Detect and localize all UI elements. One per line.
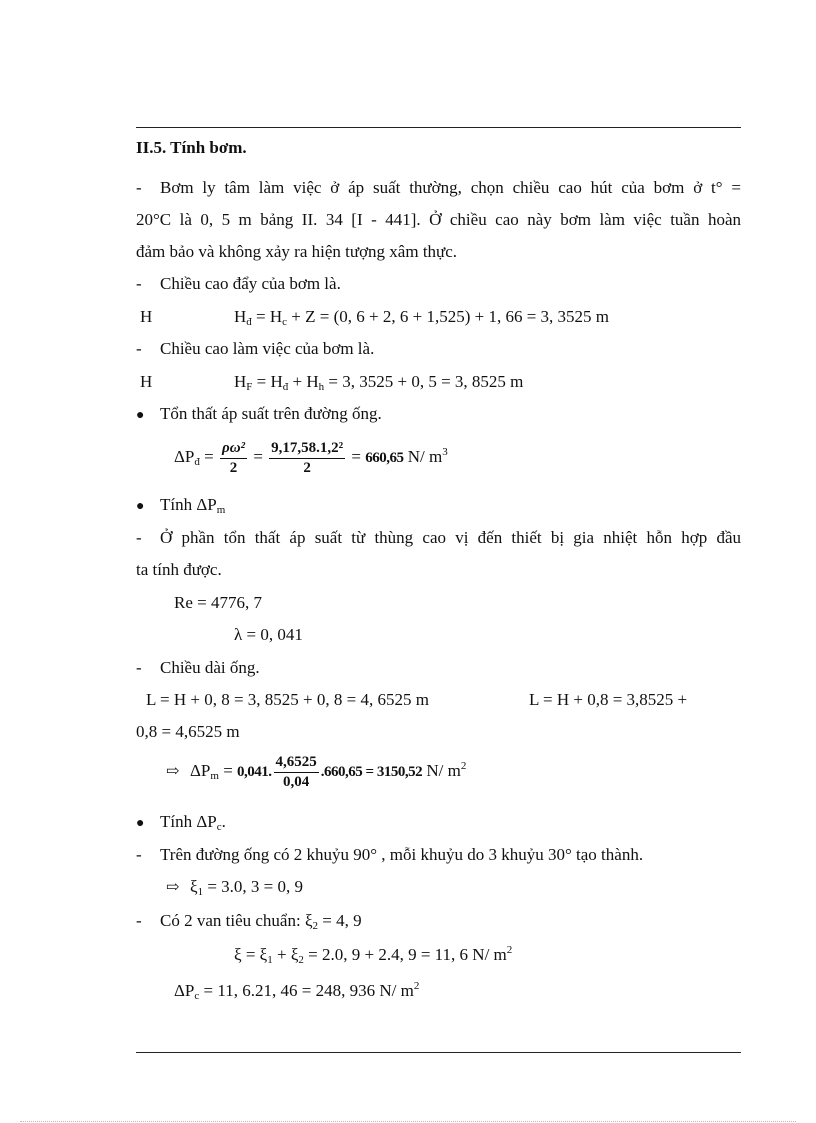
- work-height-label: [136, 338, 374, 360]
- work-height-eq2: + H: [288, 372, 319, 391]
- work-height-hd-sub: đ: [282, 381, 289, 393]
- frac2-numerator: 9,17,58.1,2²: [269, 439, 345, 459]
- xi-sum-b: + ξ: [272, 945, 299, 964]
- xi-sum-sup: 2: [506, 944, 513, 956]
- dpc-lhs-sub: c: [194, 990, 200, 1002]
- dpm-frac-numerator: 4,6525: [274, 753, 319, 773]
- dpd-lhs: ΔP: [174, 447, 195, 466]
- dpm-lhs-sub: m: [210, 770, 219, 782]
- xi1-equation: [166, 876, 303, 899]
- dpd-result: 660,65: [365, 450, 404, 466]
- intro-line-3: đảm bảo và không xảy ra hiện tượng xâm thực.: [136, 242, 458, 261]
- bullet-icon: ●: [136, 499, 145, 514]
- valve-text: Có 2 van tiêu chuẩn: ξ: [160, 911, 313, 930]
- bullet-icon: ●: [136, 408, 145, 423]
- pm-text-1: Ở phần tổn thất áp suất từ thùng cao vị đến thiết bị gia nhiệt hỗn hợp đầu: [160, 528, 741, 547]
- pm-equation: [166, 751, 466, 792]
- dpd-eq: =: [199, 447, 218, 466]
- work-height-text: Chiều cao làm việc của bơm là.: [160, 339, 375, 358]
- valve-rest: = 4, 9: [318, 911, 362, 930]
- elbow-line: [136, 844, 643, 866]
- pressure-loss-equation: [174, 437, 448, 478]
- length-label: [136, 657, 260, 679]
- work-height-rest: = 3, 3525 + 0, 5 = 3, 8525 m: [324, 372, 524, 391]
- dpd-eq3: =: [347, 447, 366, 466]
- dpm-frac-denominator: 0,04: [283, 773, 310, 790]
- work-height-hh-sub: h: [318, 381, 325, 393]
- rho-omega-fraction: [220, 439, 247, 478]
- valve-line: [136, 910, 362, 932]
- dpd-eq2: =: [249, 447, 268, 466]
- elbow-text: Trên đường ống có 2 khuỷu 90° , mỗi khuỷu do 3 khuỷu 30° tạo thành.: [160, 845, 644, 864]
- work-height-eq1: = H: [252, 372, 283, 391]
- length-diameter-fraction: [274, 753, 319, 792]
- xi-sum-a: ξ = ξ: [234, 945, 268, 964]
- dpc-lhs: ΔP: [174, 981, 195, 1000]
- dpd-lhs-sub: đ: [194, 456, 200, 468]
- length-equation-2-cont: 0,8 = 4,6525 m: [136, 722, 240, 741]
- pc-heading: [136, 811, 226, 835]
- dash-marker: -: [136, 528, 142, 547]
- push-height-rest: + Z = (0, 6 + 2, 6 + 1,525) + 1, 66 = 3, 3525 m: [287, 307, 610, 326]
- work-height-lhs-sub: F: [246, 381, 253, 393]
- push-height-equation: [234, 306, 609, 328]
- xi1-rest: = 3.0, 3 = 0, 9: [203, 877, 304, 896]
- dpm-eq: =: [218, 761, 238, 780]
- pc-final-equation: [174, 980, 419, 1002]
- reynolds-value: Re = 4776, 7: [174, 593, 262, 612]
- footer-rule: [136, 1052, 741, 1053]
- xi1-sub: 1: [197, 886, 204, 898]
- pm-heading: [136, 494, 225, 518]
- length-equation-2: L = H + 0,8 = 3,8525 +: [529, 690, 688, 709]
- dpd-unit: N/ m: [403, 447, 443, 466]
- dpm-unit: N/ m: [422, 761, 461, 780]
- valve-sub: 2: [312, 920, 319, 932]
- dpm-mid: .660,65 =: [320, 764, 377, 780]
- push-height-marker: H: [140, 307, 153, 326]
- xi-sum-equation: [234, 944, 512, 966]
- length-equation-1: L = H + 0, 8 = 3, 8525 + 0, 8 = 4, 6525 m: [146, 690, 429, 709]
- push-height-eq1: = H: [251, 307, 283, 326]
- dpc-unit-sup: 2: [413, 980, 420, 992]
- pressure-loss-label: [136, 403, 382, 427]
- dpm-unit-sup: 2: [460, 760, 467, 772]
- pm-heading-sub: m: [216, 504, 226, 516]
- work-height-lhs: H: [234, 372, 247, 391]
- dash-marker: -: [136, 274, 142, 293]
- dash-marker: -: [136, 658, 142, 677]
- intro-line-1: [136, 177, 741, 199]
- push-height-lhs-sub: đ: [246, 316, 252, 328]
- pc-heading-sub: c: [216, 821, 222, 833]
- header-rule: [136, 127, 741, 128]
- xi-sum-sub2: 2: [298, 954, 304, 966]
- push-height-text: Chiều cao đẩy của bơm là.: [160, 274, 341, 293]
- page-edge-dots: [20, 1121, 796, 1122]
- dash-marker: -: [136, 339, 142, 358]
- push-height-label: [136, 273, 341, 295]
- push-height-lhs: H: [234, 307, 247, 326]
- pm-line-2: ta tính được.: [136, 560, 222, 579]
- dpm-lhs: ΔP: [190, 761, 211, 780]
- frac1-numerator: ρω²: [220, 439, 247, 459]
- pm-line-1: [136, 527, 741, 549]
- dpm-coef: 0,041.: [237, 764, 272, 780]
- numeric-fraction: [269, 439, 345, 478]
- implies-arrow-icon: ⇨: [166, 763, 180, 780]
- lambda-value: λ = 0, 041: [234, 625, 303, 644]
- push-height-hc-sub: c: [282, 316, 288, 328]
- xi1-lhs: ξ: [190, 877, 198, 896]
- frac1-denominator: 2: [229, 459, 238, 476]
- implies-arrow-icon: ⇨: [166, 879, 180, 896]
- dpm-result: 3150,52: [376, 764, 423, 780]
- dash-marker: -: [136, 845, 142, 864]
- section-title: II.5. Tính bơm.: [136, 138, 247, 157]
- dpd-unit-sup: 3: [442, 446, 448, 458]
- pm-heading-text: Tính ΔP: [160, 495, 217, 514]
- xi-sum-sub1: 1: [267, 954, 273, 966]
- pc-heading-text: Tính ΔP: [160, 812, 217, 831]
- dpc-rest: = 11, 6.21, 46 = 248, 936 N/ m: [199, 981, 414, 1000]
- dash-marker: -: [136, 911, 142, 930]
- dash-marker: -: [136, 178, 142, 197]
- xi-sum-c: = 2.0, 9 + 2.4, 9 = 11, 6 N/ m: [303, 945, 507, 964]
- intro-text-1: Bơm ly tâm làm việc ở áp suất thường, chọn chiều cao hút của bơm ở t° =: [160, 178, 741, 197]
- pc-heading-end: .: [221, 812, 226, 831]
- length-label-text: Chiều dài ống.: [160, 658, 260, 677]
- frac2-denominator: 2: [303, 459, 311, 476]
- bullet-icon: ●: [136, 816, 145, 831]
- work-height-equation: [234, 371, 523, 393]
- pressure-loss-text: Tổn thất áp suất trên đường ống.: [160, 404, 382, 423]
- intro-line-2: 20°C là 0, 5 m bảng II. 34 [I - 441]. Ở chiều cao này bơm làm việc tuần hoàn: [136, 210, 741, 229]
- work-height-marker: H: [140, 372, 153, 391]
